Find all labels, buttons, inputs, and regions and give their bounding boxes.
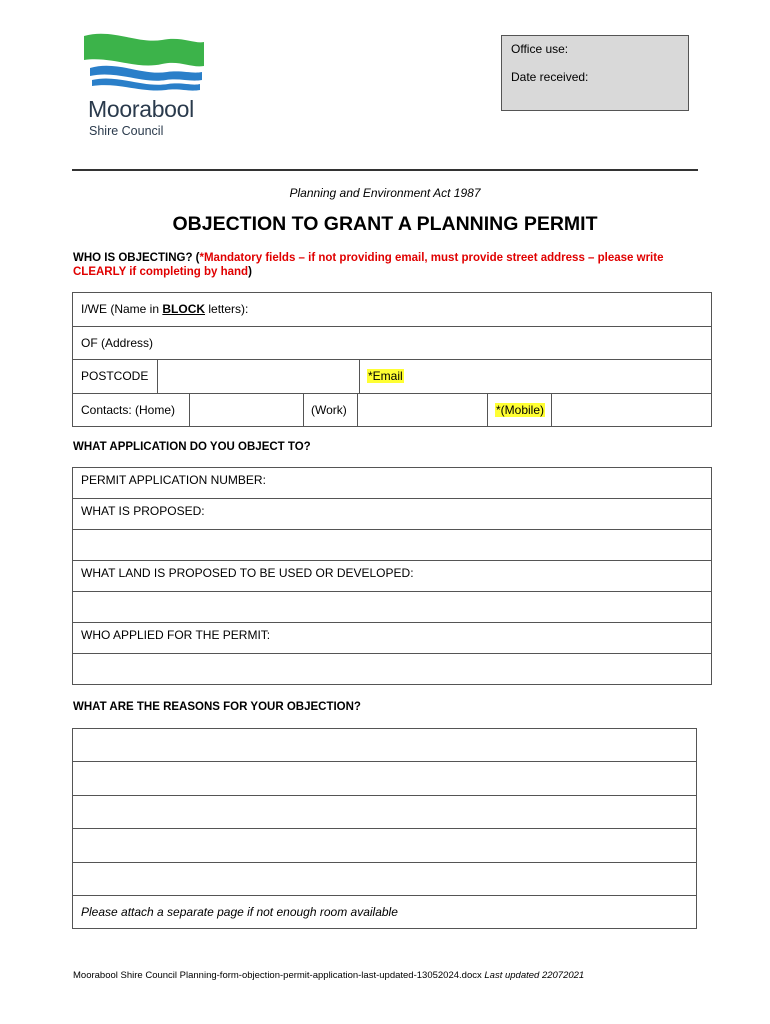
who-heading-start: WHO IS OBJECTING? (: [73, 252, 200, 264]
act-reference: Planning and Environment Act 1987: [289, 186, 481, 200]
postcode-email-row: [73, 360, 711, 394]
land-field[interactable]: [73, 592, 711, 623]
reasons-heading: WHAT ARE THE REASONS FOR YOUR OBJECTION?: [73, 701, 361, 713]
work-phone-field[interactable]: [357, 394, 487, 427]
name-label: I/WE (Name in BLOCK letters):: [81, 302, 249, 316]
reasons-table: [72, 728, 697, 929]
council-logo: [78, 30, 208, 140]
office-use-box: [501, 35, 689, 111]
contacts-row: [73, 394, 711, 428]
date-received-label: Date received:: [511, 70, 589, 84]
applicant-label-row: [73, 623, 711, 654]
postcode-label: POSTCODE: [81, 369, 149, 383]
reason-line-4[interactable]: [73, 829, 696, 862]
who-objecting-heading: [73, 251, 693, 279]
attach-note-row: [73, 896, 696, 929]
wave-logo-icon: [82, 30, 207, 94]
office-use-label: Office use:: [511, 42, 569, 56]
reason-line-5[interactable]: [73, 863, 696, 896]
who-heading-end: ): [248, 266, 252, 278]
reason-line-2[interactable]: [73, 762, 696, 795]
proposed-label: WHAT IS PROPOSED:: [81, 504, 205, 518]
footer-file: Moorabool Shire Council Planning-form-objection-permit-application-last-updated-13052024.docx: [73, 970, 482, 981]
mandatory-note: *Mandatory fields – if not providing email, must provide street address – please write CLEARLY if completing by hand: [73, 252, 664, 278]
application-table: [72, 467, 712, 685]
land-label: WHAT LAND IS PROPOSED TO BE USED OR DEVELOPED:: [81, 566, 414, 580]
attach-note: Please attach a separate page if not enough room available: [81, 904, 398, 919]
mobile-label: *(Mobile): [496, 402, 545, 417]
work-phone-label: (Work): [311, 402, 347, 417]
address-row[interactable]: [73, 327, 711, 361]
email-label: *Email: [368, 369, 403, 383]
mobile-field[interactable]: [551, 394, 711, 427]
home-phone-label: Contacts: (Home): [81, 402, 176, 417]
footer: [73, 970, 584, 981]
reason-line-1[interactable]: [73, 729, 696, 762]
home-phone-field[interactable]: [189, 394, 303, 427]
address-label: OF (Address): [81, 335, 154, 350]
postcode-field[interactable]: [157, 360, 359, 393]
land-label-row: [73, 561, 711, 592]
logo-subtitle: Shire Council: [89, 124, 164, 138]
permit-number-row[interactable]: [73, 468, 711, 499]
objector-details-table: [72, 292, 712, 427]
header-divider: [72, 169, 698, 171]
page-title: OBJECTION TO GRANT A PLANNING PERMIT: [172, 213, 598, 235]
footer-updated: Last updated 22072021: [484, 970, 585, 981]
applicant-field[interactable]: [73, 654, 711, 685]
proposed-label-row: [73, 499, 711, 530]
permit-number-label: PERMIT APPLICATION NUMBER:: [81, 473, 266, 487]
name-row[interactable]: [73, 293, 711, 327]
logo-name: Moorabool: [88, 96, 194, 122]
proposed-field[interactable]: [73, 530, 711, 561]
application-heading: WHAT APPLICATION DO YOU OBJECT TO?: [73, 441, 311, 453]
reason-line-3[interactable]: [73, 796, 696, 829]
applicant-label: WHO APPLIED FOR THE PERMIT:: [81, 628, 271, 642]
